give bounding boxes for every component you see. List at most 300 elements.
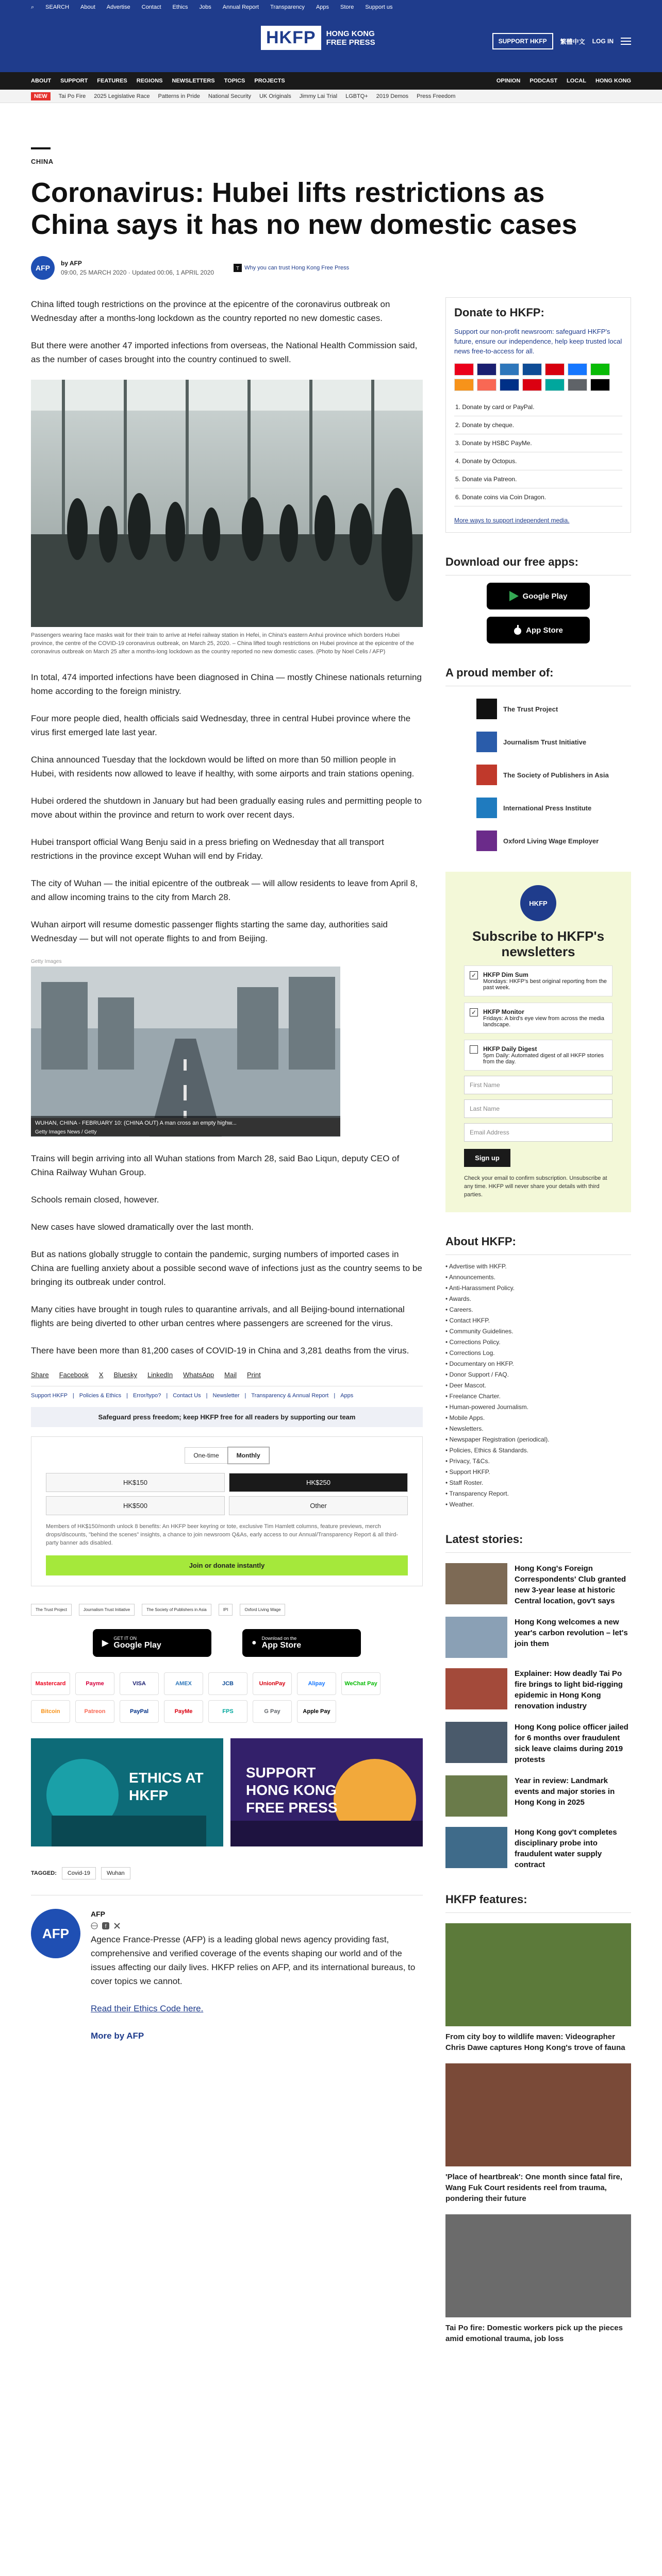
footer-link[interactable]: Contact Us [173,1393,201,1399]
login-link[interactable]: LOG IN [592,38,614,45]
support-promo-title: SUPPORT HONG KONG FREE PRESS [246,1765,338,1816]
feature-image[interactable] [445,1923,631,2026]
share-link[interactable]: X [98,1371,104,1379]
logo-mark: HKFP [261,26,321,50]
footer-link[interactable]: Transparency & Annual Report [251,1393,329,1399]
sidebar-donate-title: Donate to HKFP: [454,306,544,319]
google-play-label: Google Play [522,591,568,601]
about-item[interactable] [445,1359,631,1369]
about-item[interactable] [445,1478,631,1488]
share-link[interactable]: LinkedIn [147,1371,173,1379]
article-paragraph: China lifted tough restrictions on the province at the epicentre of the coronavirus outbreak on Wednesday after a months-long lockdown as the country reported no new domestic cases. [31,299,390,323]
ethics-promo[interactable] [31,1738,223,1846]
about-item[interactable] [445,1402,631,1413]
payment-method-logo: PayPal [120,1700,159,1723]
payment-method-logo: PayMe [164,1700,203,1723]
util-link[interactable]: About [80,4,95,10]
member-logo[interactable] [476,732,631,752]
masthead [0,14,662,72]
trust-badge[interactable]: IPI [219,1604,233,1616]
tag-link[interactable]: Wuhan [101,1867,130,1879]
about-item[interactable] [445,1294,631,1304]
bullet-icon: • [445,1274,449,1281]
latest-story-thumbnail[interactable] [445,1827,507,1868]
newsletter-checkbox[interactable]: ✓ [470,1008,478,1016]
trending-item[interactable]: LGBTQ+ [345,93,368,99]
article-paragraph: China announced Tuesday that the lockdown would be lifted on more than 50 million people in Hubei, with residents now allowed to leave if healthy, with some airports and train stations opening. [31,755,415,778]
site-logo[interactable] [261,26,378,50]
payment-card-icon [522,379,542,391]
trust-badge[interactable]: Journalism Trust Initiative [79,1604,135,1616]
latest-story[interactable] [445,1775,631,1817]
footer-separator: | [206,1393,208,1399]
about-item[interactable] [445,1380,631,1391]
donate-option-link[interactable]: 6. Donate coins via Coin Dragon. [454,488,622,506]
donate-option-link[interactable]: 4. Donate by Octopus. [454,452,622,470]
share-link[interactable]: WhatsApp [183,1371,214,1379]
about-item-label: Privacy, T&Cs. [449,1458,490,1465]
member-logo-mark [476,831,497,851]
member-logo-mark [476,732,497,752]
email-input[interactable]: Email Address [464,1123,613,1142]
about-item[interactable] [445,1467,631,1478]
payment-card-icon [500,363,519,376]
bullet-icon: • [445,1360,450,1367]
about-item-label: Corrections Log. [449,1349,495,1357]
sidebar-donate-intro[interactable]: Support our non-profit newsroom: safeguard HKFP's future, ensure our independence, help keep trusted local news free-to-access for all. [454,328,622,355]
latest-story-title[interactable]: Explainer: How deadly Tai Po fire brings to light bid-rigging epidemic in Hong Kong renovation industry [515,1669,623,1710]
store-small-label: Download on the [261,1636,297,1641]
about-item[interactable] [445,1337,631,1348]
about-item-label: Documentary on HKFP. [449,1360,514,1367]
about-item-label: Deer Mascot. [449,1382,486,1389]
util-link[interactable]: Ethics [172,4,188,10]
newsletter-checkbox[interactable] [470,1045,478,1054]
sidebar [445,297,631,2344]
sidebar-google-play-button[interactable] [487,583,590,609]
utility-bar [0,0,662,14]
footer-link[interactable]: Apps [340,1393,354,1399]
payment-method-logo: Apple Pay [297,1700,336,1723]
util-link[interactable]: Transparency [270,4,305,10]
bullet-icon: • [445,1263,449,1270]
newsletter-name: HKFP Monitor [483,1008,524,1015]
payment-card-icon [545,363,565,376]
author-avatar[interactable]: AFP [31,256,55,280]
feature-title[interactable]: Tai Po fire: Domestic workers pick up the pieces amid emotional trauma, job loss [445,2324,623,2343]
latest-story-title[interactable]: Hong Kong welcomes a new year's carbon revolution – let's join them [515,1618,628,1648]
getty-caption: WUHAN, CHINA - FEBRUARY 10: (CHINA OUT) A man cross an empty highw... [31,1118,340,1128]
about-item-label: Newspaper Registration (periodical). [449,1436,550,1443]
feature-story[interactable] [445,1923,631,2053]
main-nav [0,72,662,90]
footer-link[interactable]: Error/typo? [133,1393,161,1399]
more-by-author-link[interactable]: More by AFP [91,2031,144,2041]
article-body [31,297,423,2344]
about-item[interactable] [445,1413,631,1423]
main-nav-item[interactable]: TOPICS [224,78,245,84]
payment-method-logo: FPS [208,1700,247,1723]
tags-row [31,1867,423,1879]
about-item-label: Donor Support / FAQ. [449,1371,509,1378]
trending-item[interactable]: Patterns in Pride [158,93,200,99]
payment-method-logo: Payme [75,1672,114,1695]
lead-photo-caption: Passengers wearing face masks wait for their train to arrive at Hefei railway station in Hefei, in China's eastern Anhui province which borders Hubei province, the centre of the COVID-19 coronavirus outbreak, on March 25, 2020. – China lifted tough restrictions on Hubei province at the epicentre of the coronavirus outbreak on March 25 after a months-long lockdown as the country reported no new domestic cases. (Photo by Noel Celis / AFP) [31,632,414,655]
donate-amount-option[interactable]: HK$500 [46,1496,225,1515]
about-item[interactable] [445,1423,631,1434]
new-badge: NEW [31,92,51,100]
latest-story-thumbnail[interactable] [445,1722,507,1763]
about-item-label: Awards. [449,1295,472,1302]
util-link[interactable]: Apps [316,4,329,10]
trending-item[interactable]: UK Originals [259,93,291,99]
article-paragraph: Hubei ordered the shutdown in January but had been gradually easing rules and permitting people to move about within the province and return to work over recent days. [31,796,422,820]
search-icon[interactable]: ⌕ [31,4,35,10]
payment-card-icon [500,379,519,391]
svg-text:f: f [105,1924,107,1929]
footer-separator: | [126,1393,128,1399]
newsletter-signup [445,872,631,1212]
latest-story-title[interactable]: Hong Kong gov't completes disciplinary probe into fraudulent water supply contract [515,1828,617,1869]
app-download-row [31,1629,423,1657]
main-nav-item[interactable]: PROJECTS [254,78,285,84]
trust-badge[interactable]: The Society of Publishers in Asia [142,1604,211,1616]
article-paragraph: But there were another 47 imported infections from overseas, the National Health Commission said, as the number of cases brought into the country continued to swell. [31,341,418,364]
payment-card-icon [454,363,474,376]
article-paragraph: The city of Wuhan — the initial epicentre of the outbreak — will allow residents to leave from April 8, and allow incoming trains to the city from March 28. [31,878,418,902]
member-logo[interactable] [476,765,631,785]
article-paragraph: Trains will begin arriving into all Wuhan stations from March 28, said Bao Liqun, deputy CEO of China Railway Wuhan Group. [31,1154,400,1177]
article-footer-links [31,1393,423,1399]
google-play-icon [509,591,519,601]
payment-method-logo: JCB [208,1672,247,1695]
app-store-button[interactable] [242,1629,361,1657]
empty-highway-image [31,967,340,1137]
latest-story[interactable] [445,1827,631,1870]
newsletter-option[interactable] [464,1040,613,1071]
trust-link-label: Why you can trust Hong Kong Free Press [244,265,350,271]
support-hkfp-button[interactable]: SUPPORT HKFP [492,33,553,49]
feature-story[interactable] [445,2063,631,2204]
newsletter-checkbox[interactable]: ✓ [470,971,478,979]
share-link[interactable]: Bluesky [113,1371,137,1379]
feature-title[interactable]: From city boy to wildlife maven: Videographer Chris Dawe captures Hong Kong's trove of fauna [445,2032,625,2052]
author-box-logo[interactable]: AFP [31,1909,80,1958]
about-item[interactable] [445,1499,631,1510]
article-paragraph: Wuhan airport will resume domestic passenger flights starting the same day, authorities said Wednesday — but will not operate flights to and from Beijing. [31,920,388,943]
about-item-label: Freelance Charter. [449,1393,501,1400]
about-item[interactable] [445,1272,631,1283]
util-link[interactable]: Support us [365,4,393,10]
footer-link[interactable]: Newsletter [212,1393,240,1399]
payment-card-icon [522,363,542,376]
donate-option-link[interactable]: 5. Donate via Patreon. [454,470,622,488]
about-item[interactable] [445,1261,631,1272]
bullet-icon: • [445,1490,450,1497]
util-link[interactable]: SEARCH [45,4,70,10]
facebook-icon[interactable] [102,1922,109,1929]
language-switch[interactable]: 繁體中文 [560,38,585,45]
about-item-label: Mobile Apps. [449,1414,485,1421]
main-nav-right-item[interactable]: HONG KONG [595,78,631,84]
getty-embed[interactable] [31,959,340,1136]
main-nav-item[interactable]: FEATURES [97,78,127,84]
main-nav-item[interactable]: REGIONS [136,78,163,84]
member-logo[interactable] [476,699,631,719]
bullet-icon: • [445,1436,450,1443]
getty-credit: Getty Images News / Getty [31,1128,340,1136]
member-name: The Trust Project [503,705,558,713]
payment-card-icon [454,379,474,391]
latest-story[interactable] [445,1563,631,1606]
latest-story-thumbnail[interactable] [445,1617,507,1658]
about-item[interactable] [445,1315,631,1326]
main-nav-item[interactable]: NEWSLETTERS [172,78,215,84]
bullet-icon: • [445,1371,450,1378]
bullet-icon: • [445,1403,450,1411]
author-box-name[interactable]: AFP [91,1910,105,1918]
newsletter-desc: 5pm Daily: Automated digest of all HKFP stories from the day. [483,1053,604,1065]
byline-dates: 09:00, 25 MARCH 2020 · Updated 00:06, 1 APRIL 2020 [61,269,214,276]
hamburger-menu-icon[interactable] [621,37,631,45]
trust-icon [234,264,242,272]
member-logo[interactable] [476,831,631,851]
donate-frequency-toggle[interactable]: One-time [185,1447,227,1464]
about-item-label: Contact HKFP. [449,1317,490,1324]
trending-bar [0,90,662,103]
newsletter-option[interactable] [464,1003,613,1033]
bullet-icon: • [445,1393,450,1400]
more-ways-link[interactable]: More ways to support independent media. [454,517,570,524]
newsletter-note: Check your email to confirm subscription. Unsubscribe at any time. HKFP will never share your details with third parties. [464,1175,607,1198]
donate-option-link[interactable]: 1. Donate by card or PayPal. [454,398,622,416]
about-item-label: Newsletters. [449,1425,484,1432]
latest-story-title[interactable]: Hong Kong police officer jailed for 6 months over fraudulent sick leave claims during 2019 protests [515,1723,628,1764]
payment-card-icon [590,363,610,376]
byline-author[interactable]: by AFP [61,260,82,267]
payment-method-logo: AMEX [164,1672,203,1695]
payment-method-logo: VISA [120,1672,159,1695]
main-nav-right-item[interactable]: LOCAL [567,78,586,84]
latest-story[interactable] [445,1617,631,1658]
about-item-label: Policies, Ethics & Standards. [449,1447,528,1454]
donate-amount-option[interactable]: HK$150 [46,1473,225,1492]
article-paragraph: But as nations globally struggle to contain the pandemic, surging numbers of imported cases in China are fuelling anxiety about a possible second wave of infections just as the country seems to be bringing its outbreak under control. [31,1249,422,1287]
main-nav-item[interactable]: ABOUT [31,78,52,84]
feature-story[interactable] [445,2214,631,2344]
bullet-icon: • [445,1284,449,1292]
about-item-label: Corrections Policy. [449,1338,501,1346]
about-item[interactable] [445,1391,631,1402]
trust-badge[interactable]: The Trust Project [31,1604,72,1616]
about-item-label: Support HKFP. [449,1468,490,1476]
util-link[interactable]: Jobs [199,4,211,10]
trending-item[interactable]: 2019 Demos [376,93,409,99]
util-link[interactable]: Annual Report [222,4,259,10]
feature-image[interactable] [445,2214,631,2317]
tag-link[interactable]: Covid-19 [62,1867,96,1879]
footer-separator: | [166,1393,168,1399]
google-play-button[interactable] [93,1629,211,1657]
latest-story-thumbnail[interactable] [445,1775,507,1817]
last-name-input[interactable]: Last Name [464,1099,613,1118]
about-item[interactable] [445,1456,631,1467]
latest-title: Latest stories: [445,1533,631,1553]
about-item[interactable] [445,1445,631,1456]
donate-cta-button[interactable]: Join or donate instantly [46,1555,408,1575]
latest-story[interactable] [445,1668,631,1711]
about-item[interactable] [445,1348,631,1359]
lead-photo[interactable] [31,380,423,627]
member-logo-mark [476,798,497,818]
article-paragraph: Hubei transport official Wang Benju said in a press briefing on Wednesday that all transport restrictions in the province except Wuhan will end by Friday. [31,837,384,861]
donate-amount-option[interactable]: HK$250 [229,1473,408,1492]
about-item[interactable] [445,1283,631,1294]
about-item-label: Weather. [449,1501,474,1508]
about-item-label: Careers. [449,1306,473,1313]
share-row [31,1371,423,1386]
share-link[interactable]: Facebook [59,1371,89,1379]
main-nav-right-item[interactable]: OPINION [496,78,521,84]
latest-story-thumbnail[interactable] [445,1563,507,1604]
main-nav-item[interactable]: SUPPORT [60,78,88,84]
about-item[interactable] [445,1326,631,1337]
donate-amount-option[interactable]: Other [229,1496,408,1515]
share-link[interactable]: Mail [224,1371,237,1379]
sidebar-app-store-button[interactable] [487,617,590,643]
footer-separator: | [334,1393,336,1399]
store-small-label: GET IT ON [113,1636,137,1641]
util-link[interactable]: Contact [141,4,161,10]
article-paragraph: There have been more than 81,200 cases of COVID-19 in China and 3,281 deaths from the virus. [31,1346,409,1355]
footer-link[interactable]: Policies & Ethics [79,1393,122,1399]
google-play-icon: ▶ [102,1639,109,1648]
trending-item[interactable]: 2025 Legislative Race [94,93,150,99]
trust-link[interactable] [234,264,349,272]
apple-icon: ● [252,1638,257,1647]
about-item[interactable] [445,1369,631,1380]
article-paragraph: Schools remain closed, however. [31,1195,159,1205]
safeguard-bar[interactable]: Safeguard press freedom; keep HKFP free for all readers by supporting our team [31,1407,423,1427]
feature-title[interactable]: 'Place of heartbreak': One month since fatal fire, Wang Fuk Court residents reel from trauma, pondering their future [445,2173,623,2203]
donate-note: Members of HK$150/month unlock 8 benefits: An HKFP beer keyring or tote, exclusive Tim Hamlett columns, feature previews, merch drops/discounts, "behind the scenes" insights, a chance to join newsroom Q&As, early access to our Annual/Transparency Report & all third-party banner ads disabled. [46,1523,399,1546]
article-paragraph: In total, 474 imported infections have been diagnosed in China — mostly Chinese nationals returning home according to the foreign ministry. [31,672,422,696]
category-kicker[interactable]: CHINA [31,158,54,165]
member-logo-mark [476,765,497,785]
payment-method-logo: G Pay [253,1700,292,1723]
trust-badges [31,1604,423,1616]
bullet-icon: • [445,1479,450,1486]
footer-separator: | [72,1393,74,1399]
payment-card-icon [590,379,610,391]
latest-story-title[interactable]: Year in review: Landmark events and major stories in Hong Kong in 2025 [515,1776,615,1807]
store-big-label: Google Play [113,1641,161,1650]
about-item-label: Announcements. [449,1274,495,1281]
article-paragraph: Four more people died, health officials said Wednesday, three in central Hubei province where the virus first emerged late last year. [31,714,411,737]
member-name: Oxford Living Wage Employer [503,837,599,845]
payment-method-logo: Bitcoin [31,1700,70,1723]
donate-option-link[interactable]: 3. Donate by HSBC PayMe. [454,434,622,452]
member-name: The Society of Publishers in Asia [503,771,609,779]
latest-story-thumbnail[interactable] [445,1668,507,1709]
article-paragraph: New cases have slowed dramatically over the last month. [31,1222,254,1232]
globe-icon[interactable] [91,1922,98,1929]
kicker-rule [31,147,51,149]
about-item[interactable] [445,1304,631,1315]
footer-link[interactable]: Support HKFP [31,1393,68,1399]
share-link[interactable]: Share [31,1371,49,1379]
newsletter-desc: Fridays: A bird's eye view from across the media landscape. [483,1015,605,1028]
trending-item[interactable]: Tai Po Fire [58,93,86,99]
feature-image[interactable] [445,2063,631,2166]
member-name: Journalism Trust Initiative [503,738,587,746]
about-item-label: Human-powered Journalism. [449,1403,528,1411]
signup-button[interactable]: Sign up [464,1149,510,1167]
support-promo[interactable] [230,1738,423,1846]
author-ethics-link[interactable]: Read their Ethics Code here. [91,2004,204,2013]
donate-frequency-toggle[interactable]: Monthly [228,1447,269,1464]
payment-methods [31,1672,423,1723]
payment-method-logo: Alipay [297,1672,336,1695]
x-icon[interactable] [113,1922,121,1929]
footer-separator: | [244,1393,246,1399]
bullet-icon: • [445,1295,449,1302]
author-box-bio: Agence France-Presse (AFP) is a leading global news agency providing fast, comprehensive and verified coverage of the events shaping our world and of the issues affecting our daily lives. HKFP relies on AFP, and its international bureaus, to cover topics we cannot. [91,1935,416,1986]
sidebar-apps-title: Download our free apps: [445,555,631,575]
first-name-input[interactable]: First Name [464,1076,613,1094]
util-link[interactable]: Advertise [106,4,130,10]
member-logo-mark [476,699,497,719]
byline [31,256,631,280]
app-store-label: App Store [526,625,563,635]
bullet-icon: • [445,1425,450,1432]
newsletter-option[interactable] [464,965,613,996]
trending-item[interactable]: Press Freedom [417,93,456,99]
station-photo-image [31,380,423,627]
latest-story[interactable] [445,1722,631,1765]
member-logo[interactable] [476,798,631,818]
logo-text: HONG KONG FREE PRESS [326,29,375,47]
about-item-label: Anti-Harassment Policy. [449,1284,515,1292]
member-name: International Press Institute [503,804,592,812]
features-title: HKFP features: [445,1893,631,1913]
about-item[interactable] [445,1488,631,1499]
payment-card-icon [545,379,565,391]
bullet-icon: • [445,1458,450,1465]
share-link[interactable]: Print [246,1371,261,1379]
ethics-promo-title: ETHICS AT HKFP [129,1770,204,1803]
main-nav-right-item[interactable]: PODCAST [529,78,558,84]
trending-item[interactable]: National Security [208,93,251,99]
newsletter-desc: Mondays: HKFP's best original reporting from the past week. [483,978,607,991]
newsletter-name: HKFP Daily Digest [483,1045,537,1053]
author-box [31,1895,423,2056]
bullet-icon: • [445,1317,450,1324]
tags-label: TAGGED: [31,1870,57,1876]
bullet-icon: • [445,1414,450,1421]
trust-badge[interactable]: Oxford Living Wage [240,1604,285,1616]
donate-option-link[interactable]: 2. Donate by cheque. [454,416,622,434]
payment-method-logo: Mastercard [31,1672,70,1695]
latest-story-title[interactable]: Hong Kong's Foreign Correspondents' Club granted new 3-year lease at historic Central location, gov't says [515,1564,626,1605]
util-link[interactable]: Store [340,4,354,10]
trending-item[interactable]: Jimmy Lai Trial [299,93,338,99]
payment-card-icon [477,363,496,376]
newsletter-title: Subscribe to HKFP's newsletters [472,928,605,959]
about-item[interactable] [445,1434,631,1445]
bullet-icon: • [445,1447,450,1454]
sidebar-member-title: A proud member of: [445,666,631,686]
